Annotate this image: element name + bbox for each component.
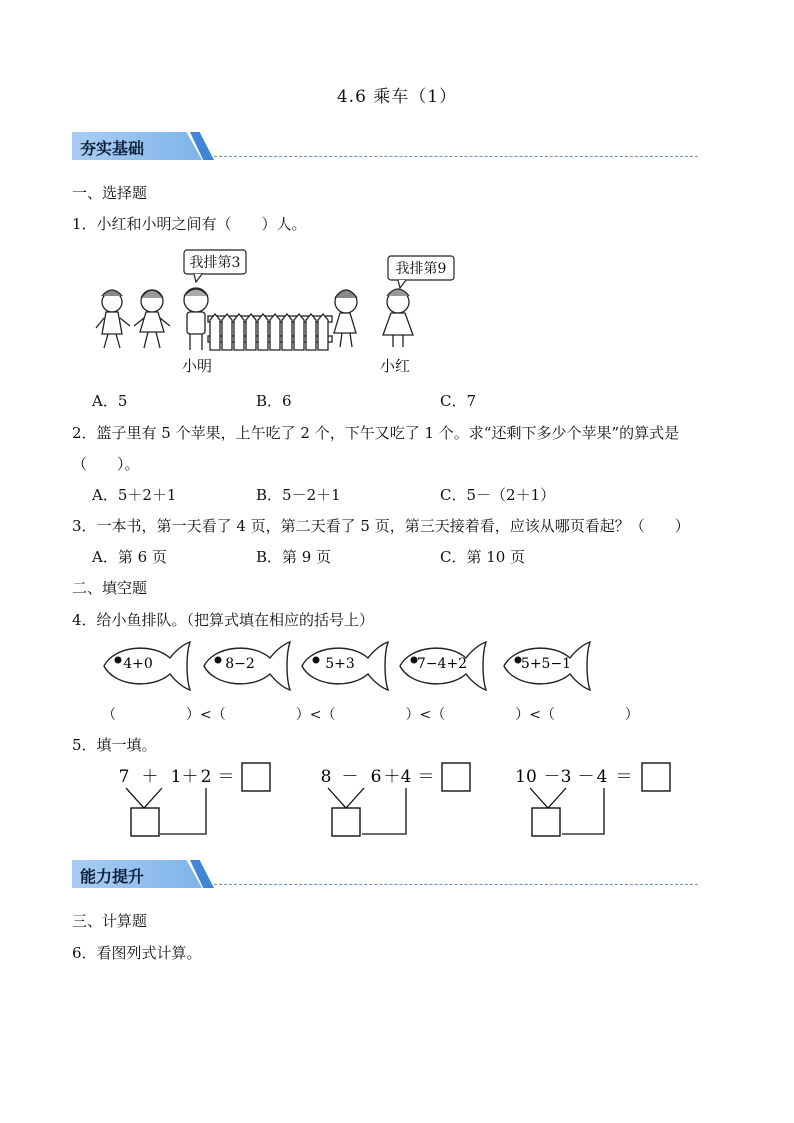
fish-2 [204,642,290,690]
q1-option-c[interactable]: C．7 [440,392,477,410]
child-figure-4 [334,290,357,347]
question-4-text: 4．给小鱼排队。（把算式填在相应的括号上） [72,611,375,629]
q2-option-c[interactable]: C．5－（2＋1） [440,486,556,504]
bubble-left-text: 我排第3 [189,255,241,271]
section-divider [214,156,698,157]
g2-op2: ＋ [383,767,401,787]
g1-op2: ＋ [181,767,199,787]
section-title-advanced: 能力提升 [80,867,145,886]
speech-bubble-left [184,250,246,282]
section-banner-advanced [72,860,214,888]
queue-illustration [90,246,447,376]
g3-step-box[interactable] [532,808,560,836]
g3-eq: ＝ [615,767,633,787]
fish-3 [302,642,388,690]
g2-a: 8 [320,767,332,787]
g2-c: 4 [400,767,412,787]
fish-5 [504,642,590,690]
fish-row [100,638,600,694]
section-banner-basic [72,132,214,160]
g3-c: 4 [596,767,608,787]
speech-bubble-right [388,256,454,288]
g1-eq: ＝ [217,767,235,787]
fill-group-3 [515,763,670,836]
child-figure-2 [134,290,170,348]
question-2-text: 2．篮子里有 5 个苹果，上午吃了 2 个，下午又吃了 1 个。求“还剩下多少个苹果”的算式是 [72,424,680,442]
g3-answer-box[interactable] [642,763,670,791]
fish-order-line[interactable]: （ ）<（ ）<（ ）<（ ）<（ ） [102,707,639,723]
fish-1-expr: 4+0 [123,656,153,672]
fish-5-expr: 5+5−1 [520,656,572,672]
q3-option-a[interactable]: A．第 6 页 [92,548,167,566]
q1-option-b[interactable]: B．6 [256,392,292,410]
page-title: 4.6 乘车（1） [336,87,458,107]
name-label-xiaoming: 小明 [182,357,213,375]
section-title-basic: 夯实基础 [80,139,145,158]
q3-option-c[interactable]: C．第 10 页 [440,548,526,566]
fence-image [208,314,332,350]
fill-in-diagrams [100,758,700,842]
g3-op2: － [577,767,595,787]
g1-c: 2 [200,767,212,787]
q2-option-b[interactable]: B．5－2＋1 [256,486,341,504]
fish-4 [400,642,486,690]
question-3-text: 3．一本书，第一天看了 4 页，第二天看了 5 页，第三天接着看，应该从哪页看起？（ ） [72,517,690,535]
g2-eq: ＝ [417,767,435,787]
fill-group-2 [321,763,470,836]
bubble-right-text: 我排第9 [395,261,447,277]
part-heading-calc: 三、计算题 [72,912,148,930]
question-6-text: 6．看图列式计算。 [72,944,202,962]
question-2-text-cont: （ ）。 [72,455,140,473]
g3-b: 3 [560,767,572,787]
g1-step-box[interactable] [131,808,159,836]
g3-a: 10 [515,767,537,787]
g2-b: 6 [370,767,382,787]
g3-op1: － [543,767,561,787]
fish-3-expr: 5+3 [325,656,355,672]
section-divider-2 [214,884,698,885]
g1-answer-box[interactable] [242,763,270,791]
part-heading-choice: 一、选择题 [72,184,148,202]
g1-op1: ＋ [141,767,159,787]
part-heading-fill: 二、填空题 [72,579,148,597]
q1-option-a[interactable]: A．5 [92,392,128,410]
fish-4-expr: 7−4+2 [416,656,468,672]
q3-option-b[interactable]: B．第 9 页 [256,548,332,566]
g2-op1: － [341,767,359,787]
q2-option-a[interactable]: A．5＋2＋1 [92,486,177,504]
child-figure-xiaoming [184,288,208,350]
fish-1 [104,642,190,690]
fill-group-1 [119,763,270,836]
fish-2-expr: 8−2 [225,656,255,672]
question-1-text: 1．小红和小明之间有（ ）人。 [72,215,307,233]
child-figure-xiaohong [383,289,413,347]
question-5-text: 5．填一填。 [72,736,157,754]
child-figure-1 [96,290,130,348]
g1-b: 1 [170,767,182,787]
g2-step-box[interactable] [332,808,360,836]
g2-answer-box[interactable] [442,763,470,791]
name-label-xiaohong: 小红 [380,357,411,375]
g1-a: 7 [118,767,130,787]
